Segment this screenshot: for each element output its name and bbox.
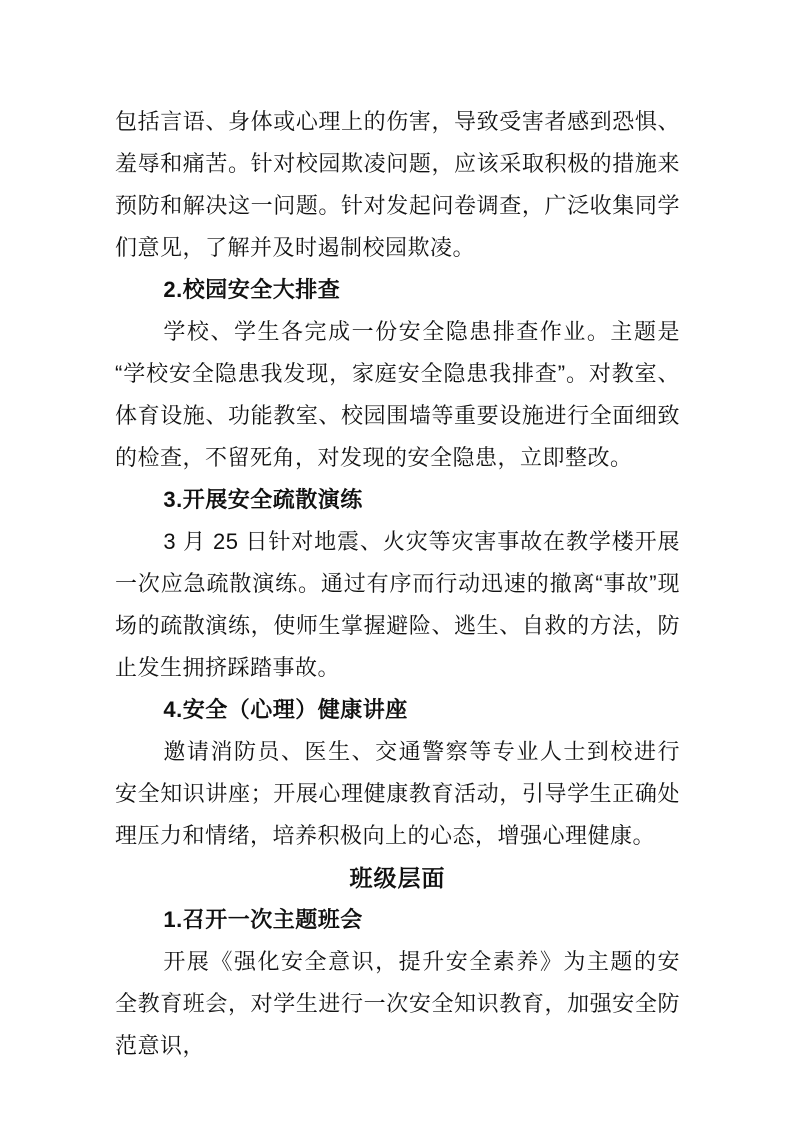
heading-theme-class-meeting: 1.召开一次主题班会 <box>163 907 363 932</box>
heading-class-level: 班级层面 <box>349 865 446 891</box>
paragraph-bullying-continuation: 包括言语、身体或心理上的伤害，导致受害者感到恐惧、羞辱和痛苦。针对校园欺凌问题，应该采取积极的措施来预防和解决这一问题。针对发起问卷调查，广泛收集同学们意见，了解并及时遏制校园欺凌。 <box>115 109 680 260</box>
paragraph-evacuation-drill: 3 月 25 日针对地震、火灾等灾害事故在教学楼开展一次应急疏散演练。通过有序而行动迅速的撤离“事故”现场的疏散演练，使师生掌握避险、逃生、自救的方法，防止发生拥挤踩踏事故。 <box>115 529 680 680</box>
paragraph-health-lecture: 邀请消防员、医生、交通警察等专业人士到校进行安全知识讲座；开展心理健康教育活动，引导学生正确处理压力和情绪，培养积极向上的心态，增强心理健康。 <box>115 739 680 848</box>
heading-campus-safety-inspection: 2.校园安全大排查 <box>163 277 341 302</box>
heading-evacuation-drill: 3.开展安全疏散演练 <box>163 487 363 512</box>
paragraph-safety-inspection: 学校、学生各完成一份安全隐患排查作业。主题是“学校安全隐患我发现，家庭安全隐患我排查”。对教室、体育设施、功能教室、校园围墙等重要设施进行全面细致的检查，不留死角，对发现的安全隐患，立即整改。 <box>115 319 680 470</box>
heading-health-lecture: 4.安全（心理）健康讲座 <box>163 697 408 722</box>
paragraph-theme-class-meeting: 开展《强化安全意识，提升安全素养》为主题的安全教育班会，对学生进行一次安全知识教育，加强安全防范意识， <box>115 949 680 1058</box>
